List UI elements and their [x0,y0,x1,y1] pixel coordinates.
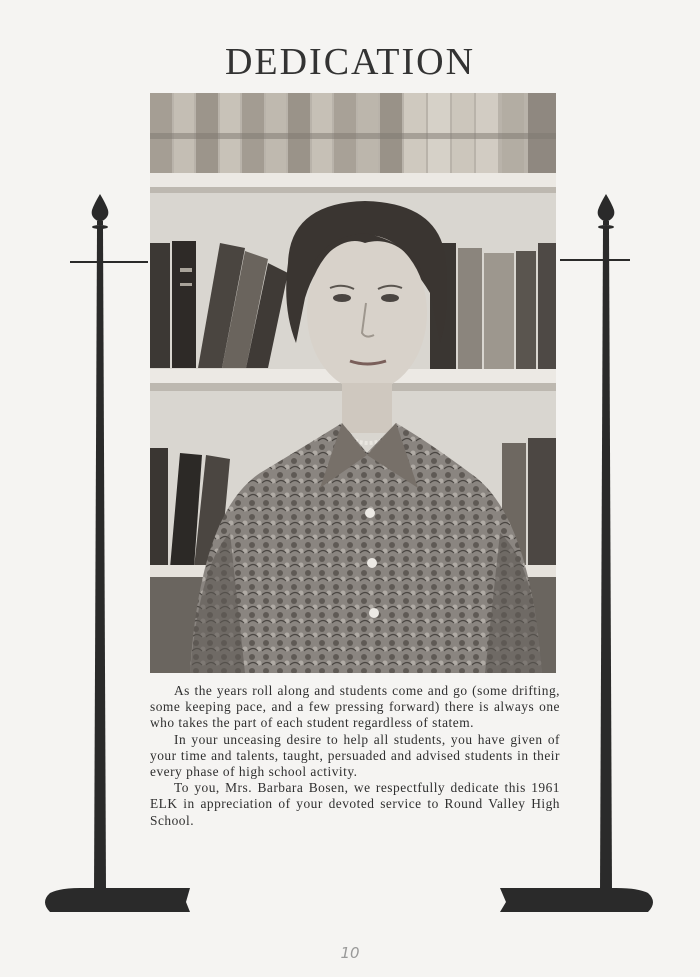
dedication-paragraph-1: As the years roll along and students come and go (some drifting, some keeping pace, and a few pressing forward) there is always one who takes the part of each student regardless of statem. [150,683,560,731]
dedication-text [150,683,560,829]
page-number: 10 [340,944,360,962]
page-title: DEDICATION [224,41,476,83]
portrait-photo [150,93,556,673]
portrait-illustration [150,93,556,673]
dedication-paragraph-3: To you, Mrs. Barbara Bosen, we respectfully dedicate this 1961 ELK in appreciation of your devoted service to Round Valley High School. [150,780,560,828]
dedication-paragraph-2: In your unceasing desire to help all students, you have given of your time and talents, taught, persuaded and advised students in their every phase of high school activity. [150,731,560,780]
